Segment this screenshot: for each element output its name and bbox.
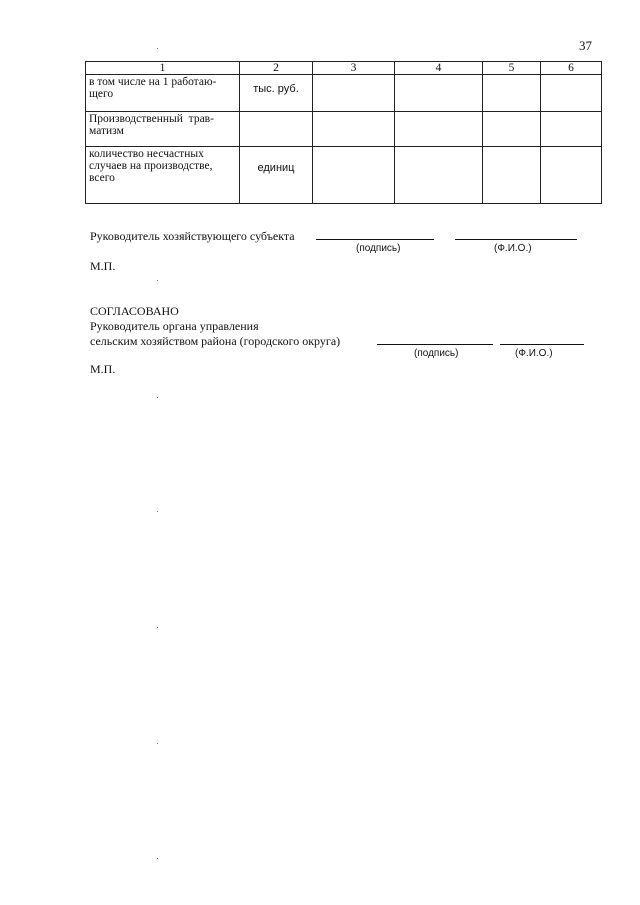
row-label-line: всего [89, 172, 115, 184]
table-cell [483, 147, 541, 204]
table-row [86, 147, 602, 204]
signature-caption: (подпись) [414, 348, 459, 359]
report-table [85, 61, 602, 204]
signature-caption: (подпись) [356, 243, 401, 254]
stamp-place: М.П. [90, 362, 116, 376]
name-line [455, 239, 577, 240]
column-header: 2 [240, 62, 313, 75]
table-cell [483, 75, 541, 112]
unit-cell: единиц [240, 147, 313, 204]
table-cell [483, 112, 541, 147]
signature-line [316, 239, 434, 240]
table-row [86, 75, 602, 112]
row-label-line: Производственный трав- [89, 113, 214, 125]
row-label-line: количество несчастных [89, 148, 204, 160]
scan-speck [157, 511, 158, 512]
row-label-line: щего [89, 88, 114, 100]
row-label [86, 147, 240, 204]
column-header: 5 [483, 62, 541, 75]
approver-title-line2: сельским хозяйством района (городского округа) [90, 334, 341, 348]
row-label [86, 112, 240, 147]
name-line [500, 344, 584, 345]
table-row [86, 112, 602, 147]
scan-speck [157, 397, 158, 398]
column-header: 4 [395, 62, 483, 75]
signature-line [377, 344, 493, 345]
head-of-entity-label: Руководитель хозяйствующего субъекта [90, 229, 295, 243]
column-header: 6 [541, 62, 602, 75]
approver-title-line1: Руководитель органа управления [90, 319, 259, 333]
scan-speck [157, 48, 158, 49]
table-cell [541, 147, 602, 204]
table-cell [395, 147, 483, 204]
table-cell [313, 147, 395, 204]
scan-speck [157, 280, 158, 281]
table-cell [541, 75, 602, 112]
scan-speck [157, 743, 158, 744]
row-label-line: в том числе на 1 работаю- [89, 76, 217, 88]
table-cell [313, 75, 395, 112]
stamp-place: М.П. [90, 259, 116, 273]
row-label-line: матизм [89, 125, 124, 137]
name-caption: (Ф.И.О.) [494, 243, 532, 254]
table-cell [395, 75, 483, 112]
scan-speck [157, 858, 158, 859]
table-header-row [86, 62, 602, 75]
row-label [86, 75, 240, 112]
page-number: 37 [579, 38, 592, 53]
column-header: 3 [313, 62, 395, 75]
table-cell [541, 112, 602, 147]
table-cell [313, 112, 395, 147]
unit-cell [240, 112, 313, 147]
unit-cell: тыс. руб. [240, 75, 313, 112]
column-header: 1 [86, 62, 240, 75]
name-caption: (Ф.И.О.) [515, 348, 553, 359]
table-cell [395, 112, 483, 147]
scan-speck [157, 627, 158, 628]
row-label-line: случаев на производстве, [89, 160, 213, 172]
approved-heading: СОГЛАСОВАНО [90, 304, 179, 318]
